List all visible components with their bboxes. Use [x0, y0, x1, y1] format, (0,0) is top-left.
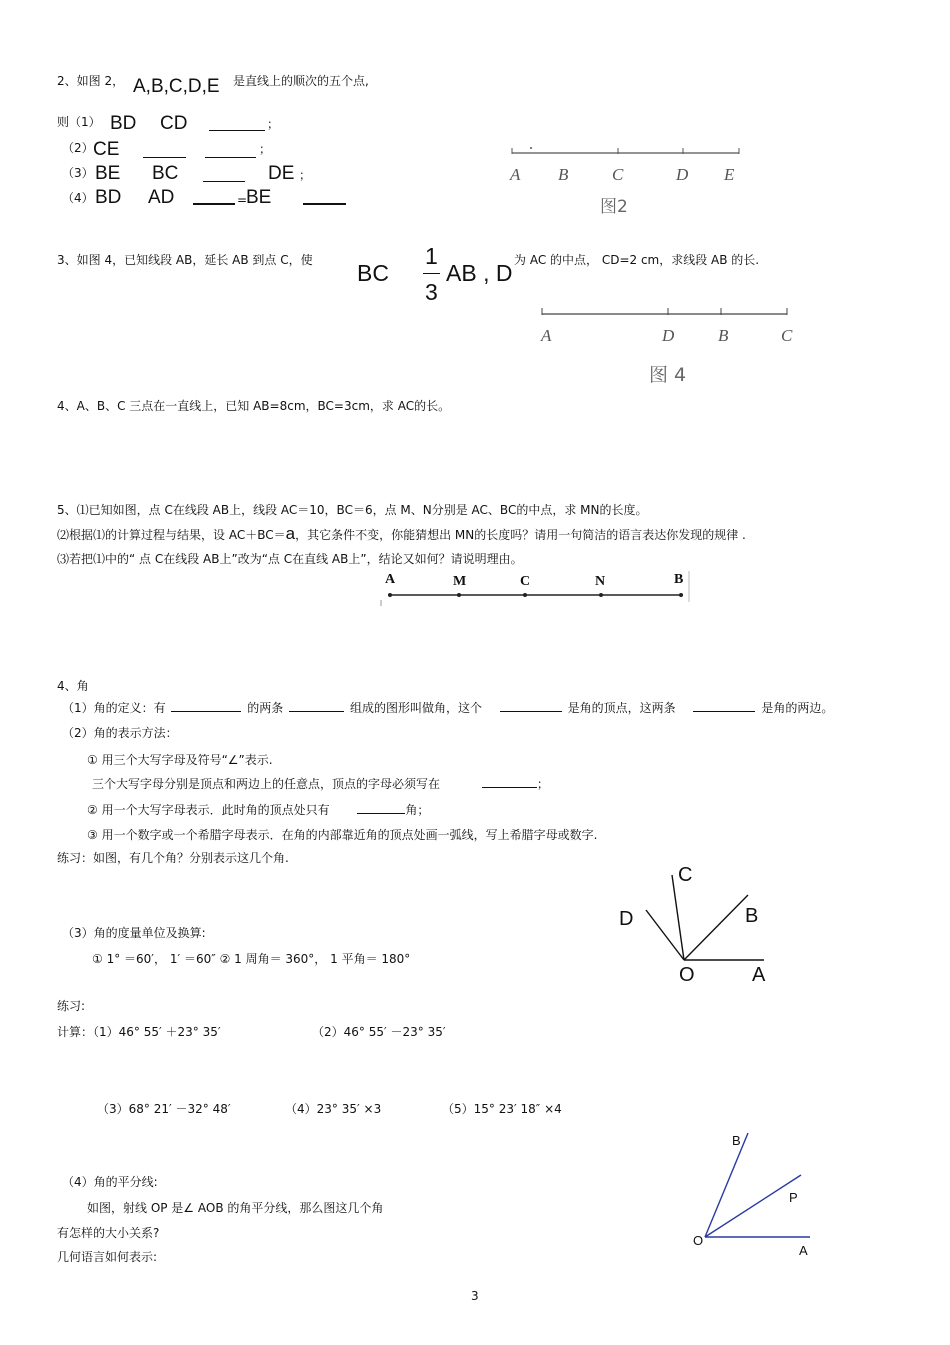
rep-1: ① 用三个大写字母及符号“∠”表示. [87, 753, 273, 767]
fig1-label-a: A [752, 964, 766, 986]
def-a: （1）角的定义：有 [62, 701, 166, 715]
q4-text: 4、A、B、C 三点在一直线上，已知 AB=8cm，BC=3cm，求 AC的长。 [57, 399, 451, 413]
blank [500, 699, 562, 712]
rep-3: ③ 用一个数字或一个希腊字母表示．在角的内部靠近角的顶点处画一弧线，写上希腊字母或数字. [87, 828, 598, 842]
angle-figure-1 [640, 870, 780, 970]
q3-frac-den: 3 [425, 279, 438, 305]
blank [693, 699, 755, 712]
def-c: 组成的图形叫做角，这个 [349, 701, 482, 715]
q5-variable-a: a [285, 524, 296, 543]
q5-line2 [57, 524, 746, 544]
calc-2: （2）46° 55′ －23° 35′ [312, 1025, 446, 1039]
q2-3-de: DE [268, 163, 295, 184]
fig2-label-c: C [612, 165, 624, 184]
q2-1-cd: CD [160, 113, 188, 134]
q2-3-blank [203, 167, 245, 186]
practice-2: 练习: [57, 999, 86, 1013]
point-b-dot [679, 593, 683, 597]
fig1-label-b: B [745, 905, 759, 927]
fig4-label-c: C [781, 326, 793, 345]
q5-label-n: N [595, 574, 606, 589]
q3-intro: 3、如图 4，已知线段 AB，延长 AB 到点 C，使 [57, 253, 313, 267]
fig2-label-a: A [510, 165, 521, 184]
q3-frac-num: 1 [425, 243, 438, 269]
fig2-label-a: A [799, 1243, 808, 1258]
q5-label-b: B [674, 572, 684, 587]
q2-points: A,B,C,D,E [133, 76, 220, 97]
q2-2-blank-b [205, 143, 256, 162]
fig2-label-d: D [676, 165, 689, 184]
q5-label-a: A [385, 572, 396, 587]
calc-5: （5）15° 23′ 18″ ×4 [442, 1102, 562, 1116]
fig2-label-b: B [732, 1133, 741, 1148]
q5-line2-a: ⑵根据⑴的计算过程与结果，设 AC＋BC＝ [57, 528, 286, 542]
q2-1-bd: BD [110, 113, 137, 134]
fig1-label-c: C [678, 864, 693, 886]
q2-4-bd: BD [95, 187, 122, 208]
fig2-label-p: P [789, 1190, 798, 1205]
bisector-figure [695, 1125, 815, 1245]
q2-3-bc: BC [152, 163, 179, 184]
q2-2-semi: ； [259, 142, 272, 156]
q5-figure [378, 568, 693, 606]
blank [357, 801, 405, 814]
ray-ob [705, 1133, 748, 1237]
bisector-line-1: 如图，射线 OP 是∠ AOB 的角平分线，那么图这几个角 [87, 1201, 384, 1215]
q2-4-be: BE [246, 187, 272, 208]
q2-2-blank-a [143, 143, 186, 162]
point-c-dot [523, 593, 527, 597]
bisector-line-2: 有怎样的大小关系? [57, 1226, 160, 1240]
q5-label-m: M [453, 574, 467, 589]
def-d: 是角的顶点，这两条 [567, 701, 676, 715]
angle-title: 4、角 [57, 679, 89, 693]
q2-n4: （4） [62, 191, 94, 205]
calc-1: 计算：（1）46° 55′ ＋23° 35′ [57, 1025, 221, 1039]
fraction-bar [423, 273, 440, 274]
q3-bc: BC [357, 260, 389, 286]
fig4-caption: 图 4 [649, 364, 687, 386]
rep-title: （2）角的表示方法： [62, 726, 178, 740]
q2-2-ce: CE [93, 139, 120, 160]
point-n-dot [599, 593, 603, 597]
unit-line: ① 1° ＝60′， 1′ ＝60″ ② 1 周角＝ 360°， 1 平角＝ 180° [92, 952, 411, 966]
q2-intro-a: 2、如图 2， [57, 74, 125, 88]
point-m-dot [457, 593, 461, 597]
ray-op [705, 1175, 801, 1237]
blank [482, 775, 537, 788]
practice-1: 练习：如图，有几个角？分别表示这几个角. [57, 851, 289, 865]
q2-n2: （2） [62, 141, 94, 155]
blank [289, 699, 344, 712]
q2-4-eq: = [237, 193, 248, 207]
q3-ab-d: AB , D [446, 260, 513, 286]
fig2-label-e: E [724, 165, 735, 184]
rep-2-a: ② 用一个大写字母表示．此时角的顶点处只有 [87, 803, 330, 817]
item-number: （1） [69, 115, 101, 129]
q2-then [57, 113, 101, 130]
rep-1b [92, 775, 549, 792]
q2-4-blank-b [303, 190, 346, 209]
q2-4-blank-a [193, 190, 235, 209]
calc-4: （4）23° 35′ ×3 [285, 1102, 382, 1116]
fig4-label-b: B [718, 326, 729, 345]
q2-4-ad: AD [148, 187, 175, 208]
fig1-label-d: D [619, 908, 634, 930]
q2-n3: （3） [62, 166, 94, 180]
q5-line2-b: ，其它条件不变，你能猜想出 MN的长度吗？请用一句简洁的语言表达你发现的规律 . [295, 528, 746, 542]
q2-3-semi: ； [299, 168, 312, 182]
rep-2 [87, 801, 429, 818]
rep-2-b: 角； [405, 803, 430, 817]
point-dot [530, 147, 532, 149]
bisector-title: （4）角的平分线: [62, 1175, 158, 1189]
q5-line1: 5、⑴已知如图，点 C在线段 AB上，线段 AC＝10，BC＝6，点 M、N分别是 AC、BC的中点，求 MN的长度。 [57, 503, 648, 517]
bisector-line-3: 几何语言如何表示: [57, 1250, 158, 1264]
then-label: 则 [57, 115, 70, 129]
angle-definition [62, 699, 833, 716]
unit-title: （3）角的度量单位及换算: [62, 926, 206, 940]
q5-label-c: C [520, 574, 531, 589]
fig2-label-b: B [558, 165, 569, 184]
fig4-label-d: D [662, 326, 675, 345]
q2-1-blank [209, 116, 265, 135]
q2-intro-b: 是直线上的顺次的五个点, [233, 74, 369, 88]
q2-3-be: BE [95, 163, 121, 184]
fig2-caption: 图2 [600, 197, 628, 217]
ray-ob [684, 895, 748, 960]
blank [171, 699, 241, 712]
q2-1-semi: ； [267, 117, 280, 131]
def-b: 的两条 [247, 701, 284, 715]
fig2-label-o: O [693, 1233, 704, 1248]
def-e: 是角的两边。 [761, 701, 834, 715]
rep-1b-a: 三个大写字母分别是顶点和两边上的任意点，顶点的字母必须写在 [92, 777, 441, 791]
calc-3: （3）68° 21′ －32° 48′ [97, 1102, 231, 1116]
q3-rest: 为 AC 的中点， CD=2 cm，求线段 AB 的长. [514, 253, 760, 267]
fig4-label-a: A [541, 326, 552, 345]
page-number: 3 [471, 1289, 479, 1303]
point-a-dot [388, 593, 392, 597]
rep-1b-b: ； [536, 777, 549, 791]
q2-intro [57, 72, 124, 89]
q5-line3: ⑶若把⑴中的“ 点 C在线段 AB上”改为“点 C在直线 AB上”，结论又如何？请说明理由。 [57, 552, 523, 566]
fig1-label-o: O [679, 964, 695, 986]
